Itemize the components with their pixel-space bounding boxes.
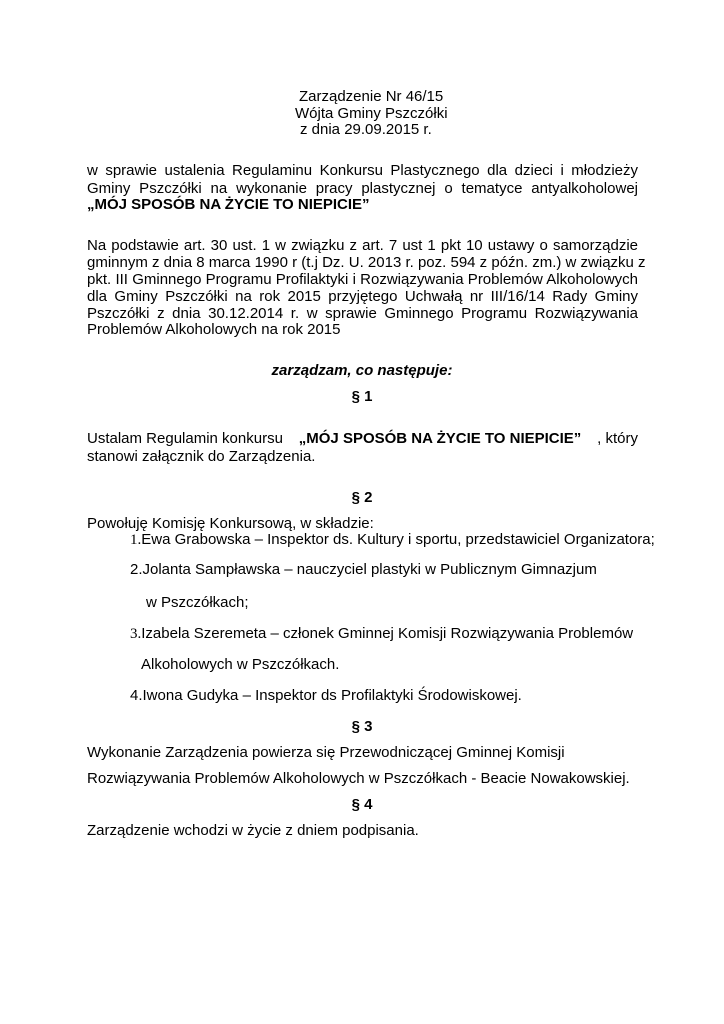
commission-member-4: 4.Iwona Gudyka – Inspektor ds Profilaktyki Środowiskowej.	[130, 687, 522, 704]
commission-intro: Powołuję Komisję Konkursową, w składzie:	[87, 515, 374, 532]
section-1-heading: § 1	[351, 388, 373, 405]
section-2-heading: § 2	[351, 489, 373, 506]
basis-line-3: pkt. III Gminnego Programu Profilaktyki i Rozwiązywania Problemów Alkoholowych	[87, 271, 638, 288]
basis-line-6: Problemów Alkoholowych na rok 2015	[87, 321, 341, 338]
commission-member-2: 2.Jolanta Sampławska – nauczyciel plastyki w Publicznym Gimnazjum	[130, 561, 597, 578]
competition-title-inline: „MÓJ SPOSÓB NA ŻYCIE TO NIEPICIE”	[298, 430, 582, 447]
member-3-number: 3.	[130, 626, 142, 642]
commission-member-1	[130, 532, 655, 548]
basis-line-2: gminnym z dnia 8 marca 1990 r (t.j Dz. U. 2013 r. poz. 594 z późn. zm.) w związku z	[87, 254, 646, 271]
decree-heading: zarządzam, co następuje:	[271, 362, 453, 379]
section-1-line-1	[87, 431, 638, 447]
member-1-number: 1.	[130, 532, 142, 548]
document-date: z dnia 29.09.2015 r.	[300, 121, 432, 138]
document-issuer: Wójta Gminy Pszczółki	[295, 105, 448, 122]
basis-line-4: dla Gminy Pszczółki na rok 2015 przyjętego Uchwałą nr III/16/14 Rady Gminy	[87, 288, 638, 305]
section-3-line-1: Wykonanie Zarządzenia powierza się Przewodniczącej Gminnej Komisji	[87, 744, 565, 761]
section-3-line-2: Rozwiązywania Problemów Alkoholowych w Pszczółkach - Beacie Nowakowskiej.	[87, 770, 630, 787]
section-4-heading: § 4	[351, 796, 373, 813]
subject-line-1: w sprawie ustalenia Regulaminu Konkursu Plastycznego dla dzieci i młodzieży	[87, 162, 638, 179]
commission-member-2-cont: w Pszczółkach;	[146, 594, 249, 611]
competition-title: „MÓJ SPOSÓB NA ŻYCIE TO NIEPICIE”	[87, 196, 370, 213]
section-1-text-end: , który	[597, 430, 638, 447]
section-3-heading: § 3	[351, 718, 373, 735]
basis-line-1: Na podstawie art. 30 ust. 1 w związku z art. 7 ust 1 pkt 10 ustawy o samorządzie	[87, 237, 638, 254]
document-title: Zarządzenie Nr 46/15	[299, 88, 444, 105]
subject-line-2: Gminy Pszczółki na wykonanie pracy plastycznej o tematyce antyalkoholowej	[87, 180, 638, 197]
section-1-text-start: Ustalam Regulamin konkursu	[87, 430, 283, 447]
basis-line-5: Pszczółki z dnia 30.12.2014 r. w sprawie Gminnego Programu Rozwiązywania	[87, 305, 638, 322]
section-4-line-1: Zarządzenie wchodzi w życie z dniem podpisania.	[87, 822, 419, 839]
commission-member-3	[130, 626, 633, 642]
commission-member-3-cont: Alkoholowych w Pszczółkach.	[141, 656, 340, 673]
section-1-line-2: stanowi załącznik do Zarządzenia.	[87, 448, 316, 465]
member-3-text: Izabela Szeremeta – członek Gminnej Komisji Rozwiązywania Problemów	[141, 625, 634, 642]
member-1-text: Ewa Grabowska – Inspektor ds. Kultury i sportu, przedstawiciel Organizatora;	[141, 531, 655, 548]
